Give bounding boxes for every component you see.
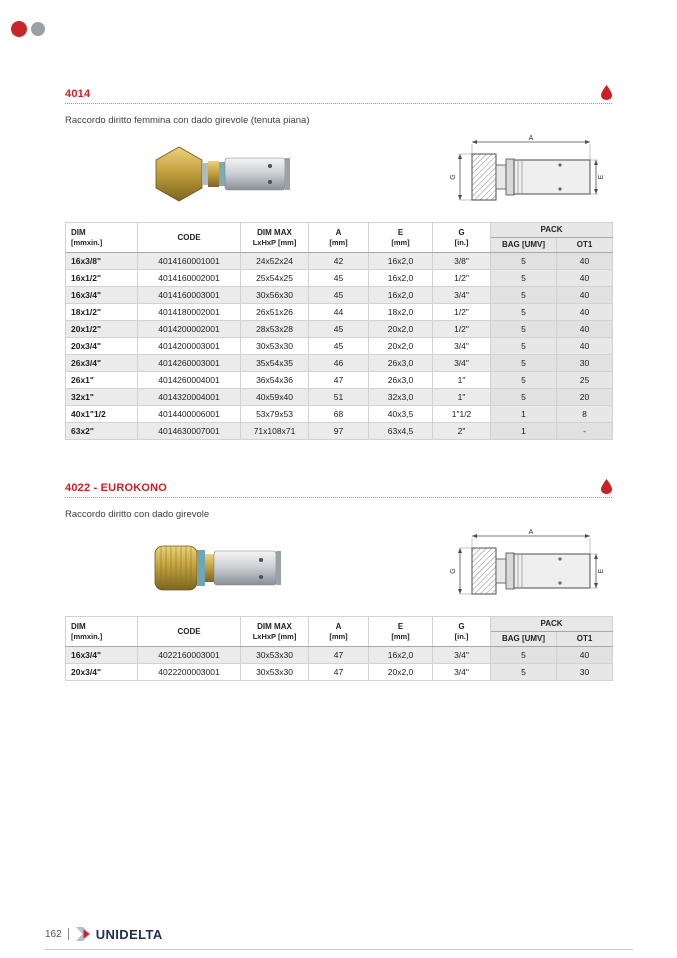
section-description: Raccordo diritto femmina con dado girevole (tenuta piana): [65, 115, 310, 126]
table-row: [66, 355, 613, 372]
spec-table-4022: [65, 616, 613, 681]
cell-g: 1": [433, 389, 491, 406]
cell-g: 3/4": [433, 287, 491, 304]
cell-dim: 63x2": [66, 423, 138, 440]
brand-dots: [11, 21, 45, 37]
section-header-4014: [65, 86, 612, 104]
cell-dimmax: 36x54x36: [241, 372, 309, 389]
cell-dim: 20x1/2": [66, 321, 138, 338]
section-header-4022: [65, 480, 612, 498]
page-content: [65, 0, 612, 681]
table-row: [66, 304, 613, 321]
cell-dim: 16x3/8": [66, 253, 138, 270]
col-header-dimmax: DIM MAX LxHxP [mm]: [241, 617, 309, 647]
table-row: [66, 647, 613, 664]
cell-dimmax: 30x53x30: [241, 647, 309, 664]
product-photo: [149, 135, 299, 213]
footer-divider: [68, 928, 69, 940]
cell-code: 4014320004001: [138, 389, 241, 406]
cell-dimmax: 71x108x71: [241, 423, 309, 440]
cell-ot1: 40: [557, 287, 613, 304]
col-header-a: A [mm]: [309, 617, 369, 647]
flame-drop-icon: [601, 85, 612, 100]
cell-dim: 32x1": [66, 389, 138, 406]
cell-g: 1/2": [433, 321, 491, 338]
cell-bag: 5: [491, 664, 557, 681]
cell-code: 4014260003001: [138, 355, 241, 372]
cell-e: 26x3,0: [369, 372, 433, 389]
cell-bag: 5: [491, 304, 557, 321]
cell-ot1: 40: [557, 270, 613, 287]
table-row: [66, 423, 613, 440]
cell-dimmax: 53x79x53: [241, 406, 309, 423]
cell-code: 4014260004001: [138, 372, 241, 389]
cell-a: 42: [309, 253, 369, 270]
cell-code: 4014400006001: [138, 406, 241, 423]
cell-a: 47: [309, 647, 369, 664]
cell-bag: 5: [491, 389, 557, 406]
cell-e: 63x4,5: [369, 423, 433, 440]
brand-name: UNIDELTA: [95, 926, 163, 942]
dimension-label-a: A: [528, 528, 534, 536]
figures-4022: [65, 526, 612, 610]
col-header-code: CODE: [138, 617, 241, 647]
col-header-e: E [mm]: [369, 223, 433, 253]
cell-dimmax: 28x53x28: [241, 321, 309, 338]
table-row: [66, 287, 613, 304]
cell-g: 3/4": [433, 664, 491, 681]
cell-dim: 20x3/4": [66, 338, 138, 355]
table-row: [66, 406, 613, 423]
cell-g: 3/8": [433, 253, 491, 270]
footer: [45, 926, 633, 950]
cell-dim: 26x1": [66, 372, 138, 389]
cell-code: 4014200002001: [138, 321, 241, 338]
cell-a: 51: [309, 389, 369, 406]
cell-dim: 26x3/4": [66, 355, 138, 372]
col-header-dimmax: DIM MAX LxHxP [mm]: [241, 223, 309, 253]
cell-ot1: 25: [557, 372, 613, 389]
cell-bag: 5: [491, 287, 557, 304]
page-number: 162: [45, 928, 62, 940]
cell-e: 16x2,0: [369, 270, 433, 287]
cell-dimmax: 30x53x30: [241, 664, 309, 681]
col-header-g: G [in.]: [433, 223, 491, 253]
dimension-label-g: G: [450, 567, 457, 574]
cell-dimmax: 35x54x35: [241, 355, 309, 372]
col-header-code: CODE: [138, 223, 241, 253]
cell-g: 3/4": [433, 647, 491, 664]
cell-e: 26x3,0: [369, 355, 433, 372]
cell-code: 4014200003001: [138, 338, 241, 355]
col-header-pack: PACK: [491, 617, 613, 632]
brand-logo: [75, 926, 163, 942]
cell-bag: 5: [491, 270, 557, 287]
cell-dimmax: 40x59x40: [241, 389, 309, 406]
cell-dimmax: 25x54x25: [241, 270, 309, 287]
cell-ot1: 40: [557, 304, 613, 321]
cell-ot1: 30: [557, 664, 613, 681]
col-header-dim: DIM [mmxin.]: [66, 223, 138, 253]
cell-ot1: -: [557, 423, 613, 440]
cell-bag: 5: [491, 253, 557, 270]
cell-e: 40x3,5: [369, 406, 433, 423]
cell-a: 44: [309, 304, 369, 321]
cell-e: 16x2,0: [369, 287, 433, 304]
table-row: [66, 270, 613, 287]
cell-a: 68: [309, 406, 369, 423]
cell-g: 1/2": [433, 270, 491, 287]
cell-bag: 5: [491, 647, 557, 664]
cell-a: 45: [309, 287, 369, 304]
col-header-e: E [mm]: [369, 617, 433, 647]
cell-e: 32x3,0: [369, 389, 433, 406]
flame-drop-icon: [601, 479, 612, 494]
cell-g: 2": [433, 423, 491, 440]
dimension-label-e: E: [598, 174, 605, 179]
col-header-bag: BAG [UMV]: [491, 632, 557, 647]
col-header-ot1: OT1: [557, 238, 613, 253]
section-title: 4014: [65, 88, 91, 100]
cell-code: 4014160003001: [138, 287, 241, 304]
col-header-ot1: OT1: [557, 632, 613, 647]
figures-4014: [65, 132, 612, 216]
cell-ot1: 40: [557, 338, 613, 355]
red-dot-icon: [11, 21, 27, 37]
cell-e: 16x2,0: [369, 647, 433, 664]
cell-e: 18x2,0: [369, 304, 433, 321]
table-row: [66, 338, 613, 355]
col-header-g: G [in.]: [433, 617, 491, 647]
table-row: [66, 372, 613, 389]
cell-code: 4014160002001: [138, 270, 241, 287]
unidelta-mark-icon: [75, 926, 93, 942]
cell-ot1: 20: [557, 389, 613, 406]
cell-dimmax: 26x51x26: [241, 304, 309, 321]
cell-bag: 5: [491, 355, 557, 372]
table-row: [66, 664, 613, 681]
cell-code: 4014180002001: [138, 304, 241, 321]
technical-drawing: [412, 132, 608, 217]
product-photo: [149, 529, 299, 607]
cell-dim: 16x3/4": [66, 287, 138, 304]
cell-ot1: 40: [557, 253, 613, 270]
cell-a: 45: [309, 321, 369, 338]
cell-e: 20x2,0: [369, 321, 433, 338]
cell-a: 46: [309, 355, 369, 372]
cell-g: 1/2": [433, 304, 491, 321]
cell-ot1: 40: [557, 647, 613, 664]
cell-dimmax: 30x53x30: [241, 338, 309, 355]
dimension-label-g: G: [450, 173, 457, 180]
col-header-pack: PACK: [491, 223, 613, 238]
cell-code: 4022200003001: [138, 664, 241, 681]
section-description: Raccordo diritto con dado girevole: [65, 509, 210, 520]
cell-ot1: 40: [557, 321, 613, 338]
cell-g: 1"1/2: [433, 406, 491, 423]
table-row: [66, 321, 613, 338]
dimension-label-a: A: [528, 134, 534, 142]
cell-g: 3/4": [433, 338, 491, 355]
cell-a: 47: [309, 372, 369, 389]
cell-ot1: 8: [557, 406, 613, 423]
cell-bag: 5: [491, 321, 557, 338]
cell-bag: 5: [491, 338, 557, 355]
cell-a: 97: [309, 423, 369, 440]
cell-code: 4014630007001: [138, 423, 241, 440]
cell-e: 20x2,0: [369, 664, 433, 681]
cell-e: 20x2,0: [369, 338, 433, 355]
table-row: [66, 253, 613, 270]
section-title: 4022 - EUROKONO: [65, 482, 168, 494]
cell-code: 4022160003001: [138, 647, 241, 664]
cell-bag: 1: [491, 406, 557, 423]
gray-dot-icon: [31, 22, 45, 36]
table-row: [66, 389, 613, 406]
cell-bag: 5: [491, 372, 557, 389]
cell-dim: 16x3/4": [66, 647, 138, 664]
cell-dim: 18x1/2": [66, 304, 138, 321]
cell-a: 45: [309, 270, 369, 287]
spec-table-4014: [65, 222, 613, 440]
cell-bag: 1: [491, 423, 557, 440]
col-header-dim: DIM [mmxin.]: [66, 617, 138, 647]
cell-code: 4014160001001: [138, 253, 241, 270]
cell-e: 16x2,0: [369, 253, 433, 270]
cell-dim: 40x1"1/2: [66, 406, 138, 423]
dimension-label-e: E: [598, 568, 605, 573]
cell-g: 1": [433, 372, 491, 389]
col-header-bag: BAG [UMV]: [491, 238, 557, 253]
cell-a: 47: [309, 664, 369, 681]
cell-dimmax: 30x56x30: [241, 287, 309, 304]
cell-g: 3/4": [433, 355, 491, 372]
cell-ot1: 30: [557, 355, 613, 372]
cell-dim: 20x3/4": [66, 664, 138, 681]
technical-drawing: [412, 526, 608, 611]
cell-dimmax: 24x52x24: [241, 253, 309, 270]
cell-a: 45: [309, 338, 369, 355]
cell-dim: 16x1/2": [66, 270, 138, 287]
col-header-a: A [mm]: [309, 223, 369, 253]
